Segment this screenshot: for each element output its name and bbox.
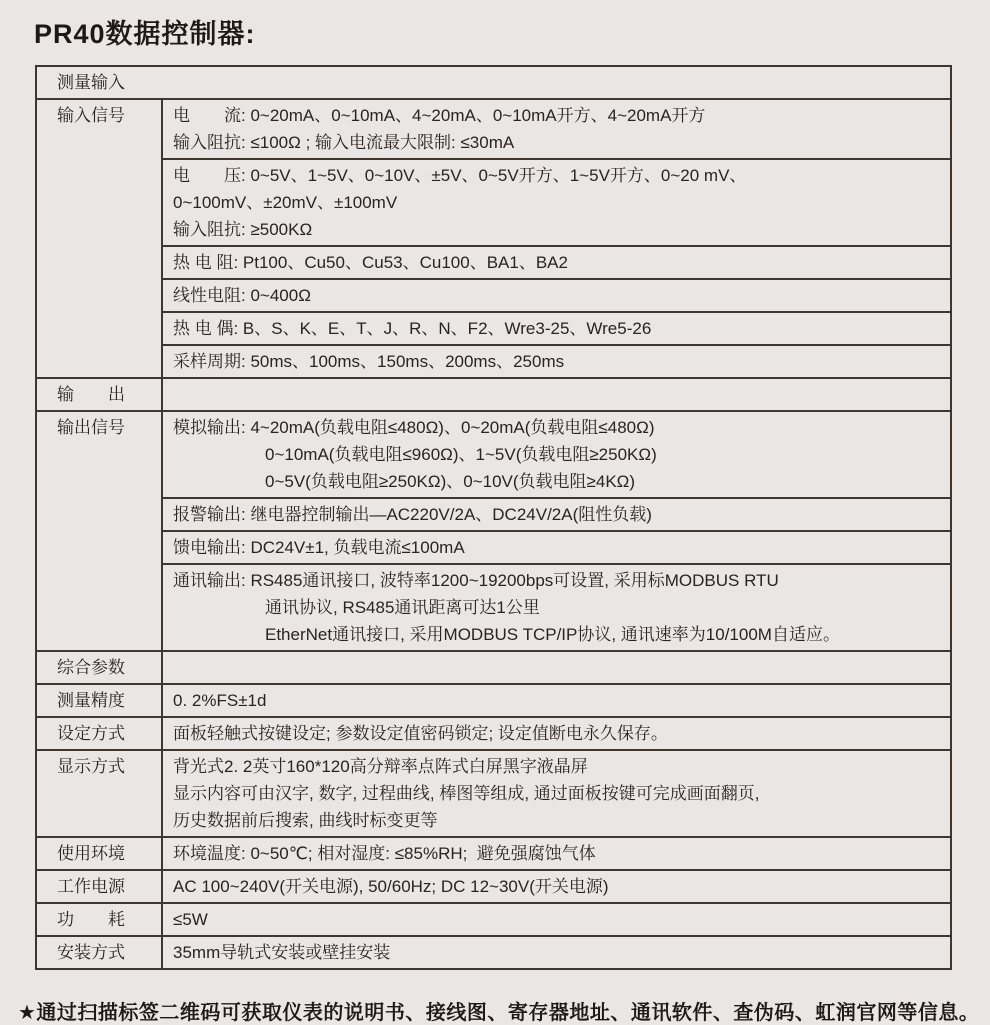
subrow-thermocouple: [163, 311, 950, 344]
environment-values: [163, 838, 950, 869]
row-label-power-consumption: 功 耗: [37, 904, 163, 935]
spec-line-alarm: 报警输出: 继电器控制输出—AC220V/2A、DC24V/2A(阻性负载): [173, 505, 652, 524]
row-label-setting-mode: 设定方式: [37, 718, 163, 749]
subrow-accuracy: [163, 685, 950, 716]
subrow-environment: [163, 838, 950, 869]
subrow-mounting: [163, 937, 950, 968]
page-title: PR40数据控制器:: [34, 19, 256, 49]
subrow-feed-output: [163, 530, 950, 563]
row-accuracy: [37, 683, 950, 716]
spec-line-mounting: 35mm导轨式安装或壁挂安装: [173, 943, 391, 962]
row-display-mode: [37, 749, 950, 836]
row-label-mounting: 安装方式: [37, 937, 163, 968]
row-environment: [37, 836, 950, 869]
accuracy-values: [163, 685, 950, 716]
spec-table: [35, 65, 952, 970]
general-params-empty-cell: [163, 652, 950, 683]
section-label-general-params: 综合参数: [37, 652, 163, 683]
row-power-consumption: [37, 902, 950, 935]
display-mode-values: [163, 751, 950, 836]
spec-line-feed: 馈电输出: DC24V±1, 负载电流≤100mA: [173, 538, 465, 557]
spec-line-comm-2: 通讯协议, RS485通讯距离可达1公里: [265, 598, 540, 617]
spec-line-thermocouple: 热 电 偶: B、S、K、E、T、J、R、N、F2、Wre3-25、Wre5-26: [173, 319, 652, 338]
subrow-sampling-period: [163, 344, 950, 377]
row-output-header: [37, 377, 950, 410]
subrow-display-mode: [163, 751, 950, 836]
spec-line-display-2: 显示内容可由汉字, 数字, 过程曲线, 棒图等组成, 通过面板按键可完成画面翻页,: [173, 784, 760, 803]
output-signal-values: [163, 412, 950, 650]
subrow-setting-mode: [163, 718, 950, 749]
spec-line-linear-resistance: 线性电阻: 0~400Ω: [173, 286, 311, 305]
row-measure-input-header: [37, 67, 950, 98]
input-signal-values: [163, 100, 950, 377]
row-label-display-mode: 显示方式: [37, 751, 163, 836]
spec-line-rtd: 热 电 阻: Pt100、Cu50、Cu53、Cu100、BA1、BA2: [173, 253, 568, 272]
power-consumption-values: [163, 904, 950, 935]
spec-line-analog-3: 0~5V(负载电阻≥250KΩ)、0~10V(负载电阻≥4KΩ): [265, 472, 636, 491]
row-label-input-signal: 输入信号: [37, 100, 163, 377]
spec-line-analog-1: 模拟输出: 4~20mA(负载电阻≤480Ω)、0~20mA(负载电阻≤480Ω): [173, 418, 655, 437]
section-label-measure-input: 测量输入: [57, 73, 125, 92]
spec-line-display-1: 背光式2. 2英寸160*120高分辩率点阵式白屏黑字液晶屏: [173, 757, 588, 776]
power-supply-values: [163, 871, 950, 902]
subrow-linear-resistance: [163, 278, 950, 311]
footer-note: ★通过扫描标签二维码可获取仪表的说明书、接线图、寄存器地址、通讯软件、查伪码、虹润官网等信息。: [18, 1002, 980, 1024]
row-power-supply: [37, 869, 950, 902]
row-input-signal: [37, 98, 950, 377]
row-label-accuracy: 测量精度: [37, 685, 163, 716]
row-general-params-header: [37, 650, 950, 683]
spec-line-power-consumption: ≤5W: [173, 910, 208, 929]
spec-line-setting-mode: 面板轻触式按键设定; 参数设定值密码锁定; 设定值断电永久保存。: [173, 724, 668, 743]
spec-line-voltage-2: 0~100mV、±20mV、±100mV: [173, 193, 398, 212]
spec-line-comm-1: 通讯输出: RS485通讯接口, 波特率1200~19200bps可设置, 采用标MODBUS RTU: [173, 571, 779, 590]
subrow-current: [163, 100, 950, 158]
spec-line-current-1: 电 流: 0~20mA、0~10mA、4~20mA、0~10mA开方、4~20mA开方: [173, 106, 706, 125]
output-header-empty-cell: [163, 379, 950, 410]
subrow-analog-output: [163, 412, 950, 497]
mounting-values: [163, 937, 950, 968]
subrow-rtd: [163, 245, 950, 278]
spec-line-voltage-3: 输入阻抗: ≥500KΩ: [173, 220, 313, 239]
row-mounting: [37, 935, 950, 968]
spec-line-comm-3: EtherNet通讯接口, 采用MODBUS TCP/IP协议, 通讯速率为10/100M自适应。: [265, 625, 840, 644]
spec-line-accuracy: 0. 2%FS±1d: [173, 691, 267, 710]
subrow-power-consumption: [163, 904, 950, 935]
section-label-output: 输 出: [37, 379, 163, 410]
spec-line-current-2: 输入阻抗: ≤100Ω ; 输入电流最大限制: ≤30mA: [173, 133, 515, 152]
spec-line-voltage-1: 电 压: 0~5V、1~5V、0~10V、±5V、0~5V开方、1~5V开方、0~20 mV、: [173, 166, 747, 185]
subrow-voltage: [163, 158, 950, 245]
row-label-power-supply: 工作电源: [37, 871, 163, 902]
spec-line-display-3: 历史数据前后搜索, 曲线时标变更等: [173, 811, 438, 830]
row-label-output-signal: 输出信号: [37, 412, 163, 650]
page: [0, 12, 990, 1025]
spec-line-environment: 环境温度: 0~50℃; 相对湿度: ≤85%RH; 避免强腐蚀气体: [173, 844, 596, 863]
row-label-environment: 使用环境: [37, 838, 163, 869]
subrow-comm-output: [163, 563, 950, 650]
setting-mode-values: [163, 718, 950, 749]
row-output-signal: [37, 410, 950, 650]
subrow-alarm-output: [163, 497, 950, 530]
spec-line-analog-2: 0~10mA(负载电阻≤960Ω)、1~5V(负载电阻≥250KΩ): [265, 445, 657, 464]
spec-line-sampling-period: 采样周期: 50ms、100ms、150ms、200ms、250ms: [173, 352, 565, 371]
spec-line-power-supply: AC 100~240V(开关电源), 50/60Hz; DC 12~30V(开关电源): [173, 877, 609, 896]
subrow-power-supply: [163, 871, 950, 902]
row-setting-mode: [37, 716, 950, 749]
